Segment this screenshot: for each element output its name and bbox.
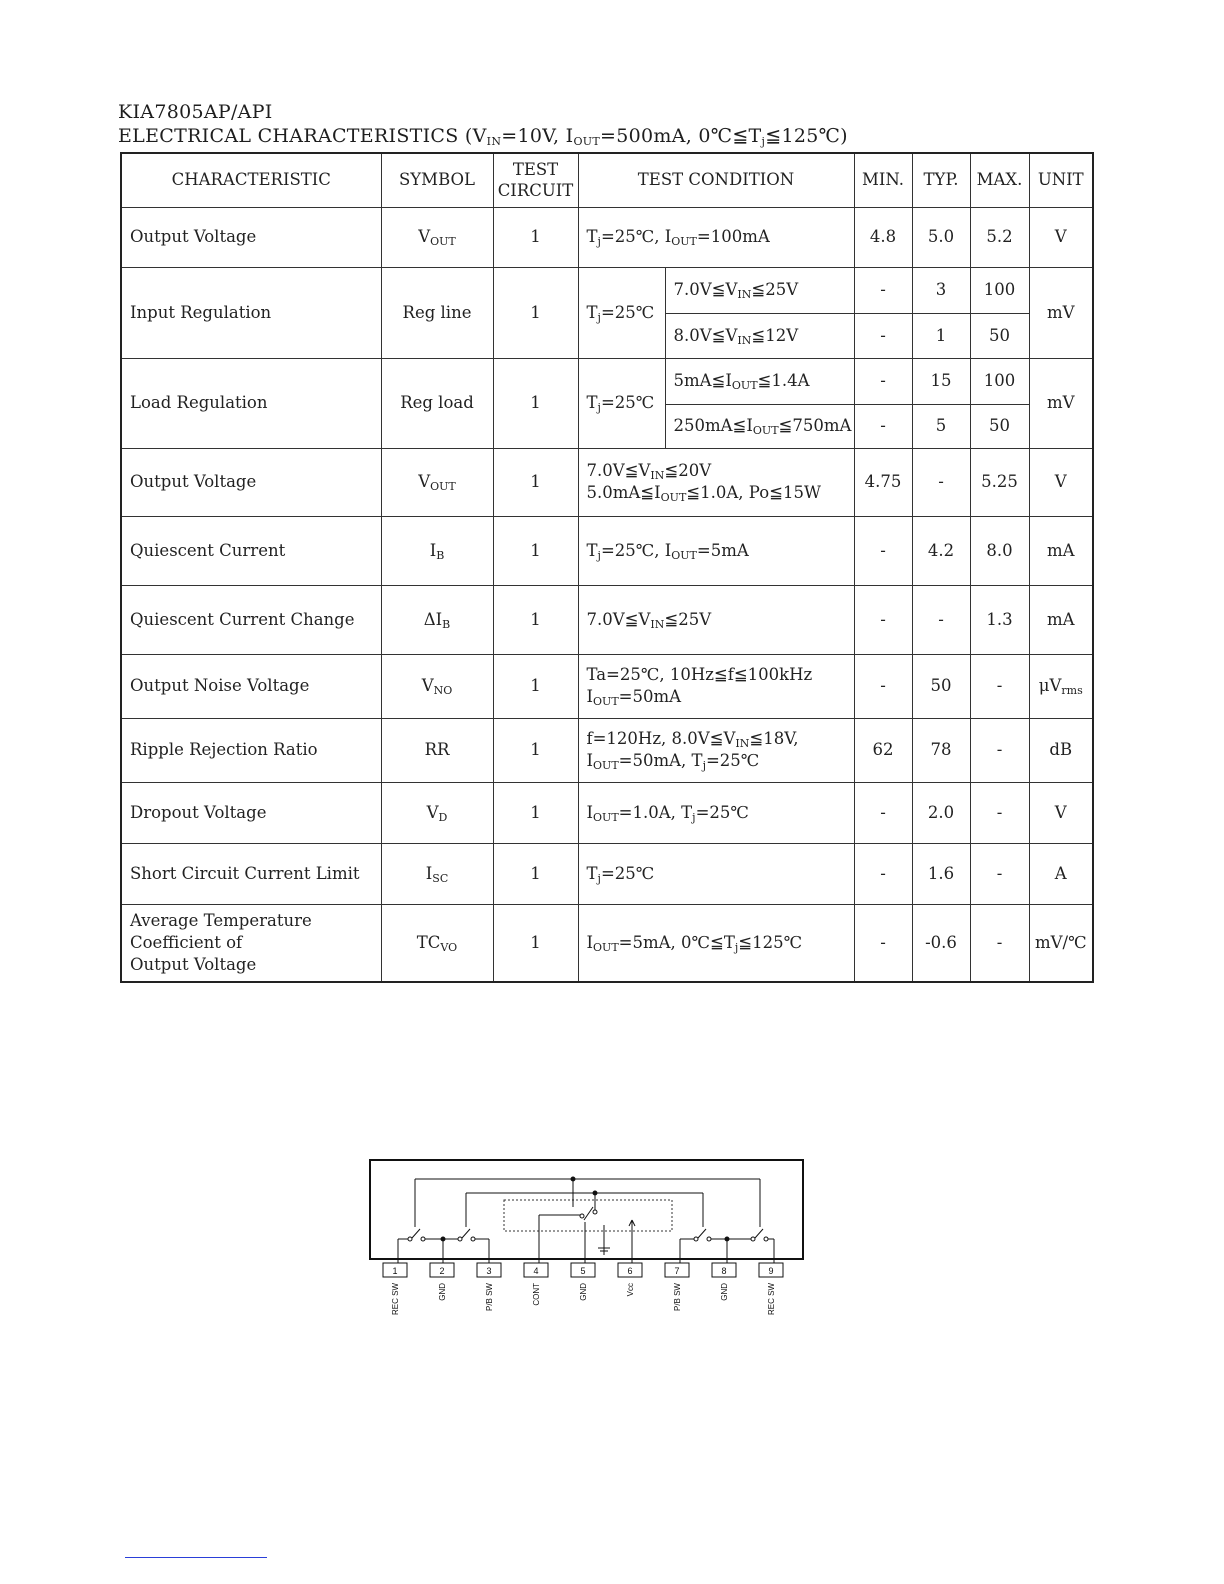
circuit-cell: 1: [493, 843, 578, 904]
min-cell: -: [854, 516, 912, 585]
unit-cell: A: [1029, 843, 1093, 904]
max-cell: 50: [970, 313, 1029, 358]
table-row: [121, 654, 1093, 718]
header-unit: UNIT: [1029, 153, 1093, 207]
pin-9-label: REC SW: [767, 1283, 776, 1315]
header-max: MAX.: [970, 153, 1029, 207]
symbol-cell: $I_{SC}$: [381, 843, 493, 904]
characteristic-cell: Average Temperature Coefficient of Output Voltage: [121, 904, 381, 982]
typ-cell: 15: [912, 358, 970, 404]
circuit-cell: 1: [493, 718, 578, 782]
symbol-cell: RR: [381, 718, 493, 782]
min-cell: 62: [854, 718, 912, 782]
symbol-cell: $V_{OUT}$: [381, 448, 493, 516]
unit-cell: mV: [1029, 358, 1093, 448]
pin-5-label: GND: [579, 1283, 588, 1301]
table-row: [121, 904, 1093, 982]
unit-cell: mA: [1029, 585, 1093, 654]
pin-7-number: 7: [674, 1266, 680, 1276]
condition-cell: $T_j=25℃$: [578, 358, 665, 448]
ic-body: [370, 1160, 803, 1259]
max-cell: -: [970, 718, 1029, 782]
characteristic-cell: Input Regulation: [121, 267, 381, 358]
condition-cell: $7.0V≦V_{IN}≦20V$ $5.0mA≦I_{OUT}≦1.0A$, Po≦15W: [578, 448, 854, 516]
min-cell: -: [854, 782, 912, 843]
pin-5-number: 5: [580, 1266, 586, 1276]
typ-cell: -0.6: [912, 904, 970, 982]
typ-cell: 4.2: [912, 516, 970, 585]
min-cell: 4.75: [854, 448, 912, 516]
typ-cell: 1.6: [912, 843, 970, 904]
pin-2-number: 2: [439, 1266, 445, 1276]
circuit-cell: 1: [493, 904, 578, 982]
pin-8-label: GND: [720, 1283, 729, 1301]
max-cell: 5.25: [970, 448, 1029, 516]
part-number-title: KIA7805AP/API: [118, 101, 273, 123]
pin-1-number: 1: [392, 1266, 398, 1276]
max-cell: 1.3: [970, 585, 1029, 654]
condition-cell: $T_j=25℃$, $I_{OUT}=100mA$: [578, 207, 854, 267]
unit-cell: mA: [1029, 516, 1093, 585]
characteristic-cell: Output Voltage: [121, 448, 381, 516]
circuit-cell: 1: [493, 516, 578, 585]
condition-cell: $T_j=25℃$, $I_{OUT}=5mA$: [578, 516, 854, 585]
table-row: [121, 782, 1093, 843]
table-row: [121, 358, 1093, 404]
characteristic-cell: Ripple Rejection Ratio: [121, 718, 381, 782]
symbol-cell: Reg load: [381, 358, 493, 448]
characteristic-cell: Output Noise Voltage: [121, 654, 381, 718]
circuit-cell: 1: [493, 585, 578, 654]
min-cell: -: [854, 904, 912, 982]
symbol-cell: Reg line: [381, 267, 493, 358]
footer-link-line: [125, 1557, 267, 1558]
electrical-characteristics-table: [120, 152, 1094, 983]
condition-cell: $I_{OUT}=5mA$, $0℃≦T_j≦125℃$: [578, 904, 854, 982]
typ-cell: 50: [912, 654, 970, 718]
circuit-cell: 1: [493, 654, 578, 718]
sub-condition-cell: $8.0V≦V_{IN}≦12V$: [665, 313, 854, 358]
max-cell: 50: [970, 404, 1029, 448]
typ-cell: 5.0: [912, 207, 970, 267]
header-typ: TYP.: [912, 153, 970, 207]
header-characteristic: CHARACTERISTIC: [121, 153, 381, 207]
typ-cell: 1: [912, 313, 970, 358]
pins: [383, 1263, 783, 1315]
unit-cell: mV: [1029, 267, 1093, 358]
pin-3-label: P/B SW: [485, 1283, 494, 1312]
symbol-cell: $I_B$: [381, 516, 493, 585]
max-cell: 100: [970, 358, 1029, 404]
pin-1-label: REC SW: [391, 1283, 400, 1315]
max-cell: 5.2: [970, 207, 1029, 267]
pin-6-number: 6: [627, 1266, 633, 1276]
symbol-cell: $TC_{VO}$: [381, 904, 493, 982]
unit-cell: dB: [1029, 718, 1093, 782]
condition-cell: Ta=25℃, 10Hz≦f≦100kHz $I_{OUT}=50mA$: [578, 654, 854, 718]
condition-cell: f=120Hz, $8.0V≦V_{IN}≦18V$, $I_{OUT}=50mA$, $T_j=25℃$: [578, 718, 854, 782]
internal-wiring: [398, 1177, 774, 1270]
min-cell: -: [854, 585, 912, 654]
typ-cell: 3: [912, 267, 970, 313]
pin-7-label: P/B SW: [673, 1283, 682, 1312]
unit-cell: V: [1029, 207, 1093, 267]
typ-cell: -: [912, 448, 970, 516]
characteristic-cell: Output Voltage: [121, 207, 381, 267]
typ-cell: 5: [912, 404, 970, 448]
min-cell: -: [854, 358, 912, 404]
table-row: [121, 585, 1093, 654]
min-cell: -: [854, 313, 912, 358]
symbol-cell: $\Delta I_B$: [381, 585, 493, 654]
characteristic-cell: Quiescent Current: [121, 516, 381, 585]
sub-condition-cell: $250mA≦I_{OUT}≦750mA$: [665, 404, 854, 448]
unit-cell: V: [1029, 448, 1093, 516]
characteristic-cell: Short Circuit Current Limit: [121, 843, 381, 904]
characteristic-cell: Quiescent Current Change: [121, 585, 381, 654]
condition-cell: $I_{OUT}=1.0A$, $T_j=25℃$: [578, 782, 854, 843]
symbol-cell: $V_{NO}$: [381, 654, 493, 718]
symbol-cell: $V_D$: [381, 782, 493, 843]
max-cell: -: [970, 904, 1029, 982]
header-symbol: SYMBOL: [381, 153, 493, 207]
min-cell: -: [854, 267, 912, 313]
sub-condition-cell: $5mA≦I_{OUT}≦1.4A$: [665, 358, 854, 404]
pin-2-label: GND: [438, 1283, 447, 1301]
unit-cell: $\mu V_{rms}$: [1029, 654, 1093, 718]
table-row: [121, 448, 1093, 516]
sub-condition-cell: $7.0V≦V_{IN}≦25V$: [665, 267, 854, 313]
max-cell: -: [970, 843, 1029, 904]
min-cell: 4.8: [854, 207, 912, 267]
pin-4-number: 4: [533, 1266, 539, 1276]
typ-cell: 2.0: [912, 782, 970, 843]
typ-cell: 78: [912, 718, 970, 782]
table-row: [121, 718, 1093, 782]
max-cell: 100: [970, 267, 1029, 313]
unit-cell: mV/℃: [1029, 904, 1093, 982]
pin-9-number: 9: [768, 1266, 774, 1276]
min-cell: -: [854, 404, 912, 448]
header-test-circuit: TEST CIRCUIT: [493, 153, 578, 207]
pin-6-label: Vcc: [626, 1283, 635, 1297]
condition-cell: $T_j=25℃$: [578, 843, 854, 904]
min-cell: -: [854, 843, 912, 904]
max-cell: -: [970, 654, 1029, 718]
typ-cell: -: [912, 585, 970, 654]
characteristic-cell: Dropout Voltage: [121, 782, 381, 843]
unit-cell: V: [1029, 782, 1093, 843]
condition-cell: $T_j=25℃$: [578, 267, 665, 358]
header-min: MIN.: [854, 153, 912, 207]
circuit-cell: 1: [493, 207, 578, 267]
table-row: [121, 843, 1093, 904]
circuit-cell: 1: [493, 782, 578, 843]
table-row: [121, 207, 1093, 267]
circuit-cell: 1: [493, 358, 578, 448]
max-cell: -: [970, 782, 1029, 843]
pin-connection-diagram: [360, 1150, 820, 1330]
header-test-condition: TEST CONDITION: [578, 153, 854, 207]
pin-4-label: CONT: [532, 1283, 541, 1306]
section-title: ELECTRICAL CHARACTERISTICS ($V_{IN}=10V$, $I_{OUT}=500mA$, $0℃≦T_j≦125℃$): [118, 125, 848, 148]
table-row: [121, 516, 1093, 585]
min-cell: -: [854, 654, 912, 718]
table-header-row: [121, 153, 1093, 207]
circuit-cell: 1: [493, 267, 578, 358]
circuit-cell: 1: [493, 448, 578, 516]
symbol-cell: $V_{OUT}$: [381, 207, 493, 267]
max-cell: 8.0: [970, 516, 1029, 585]
table-row: [121, 267, 1093, 313]
pin-3-number: 3: [486, 1266, 492, 1276]
condition-cell: $7.0V≦V_{IN}≦25V$: [578, 585, 854, 654]
pin-8-number: 8: [721, 1266, 727, 1276]
characteristic-cell: Load Regulation: [121, 358, 381, 448]
